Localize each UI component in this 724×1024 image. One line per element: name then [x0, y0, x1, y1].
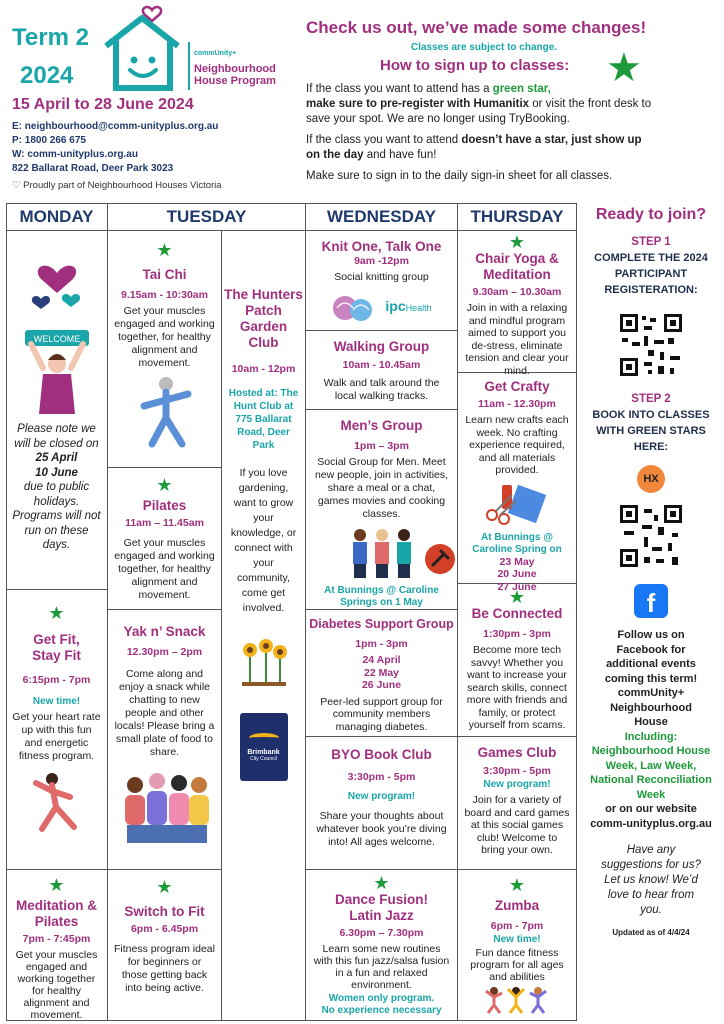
class-time: 9.30am – 10.30am [472, 286, 562, 298]
class-chair-yoga[interactable] [458, 231, 577, 377]
contact-phone[interactable]: P: 1800 266 675 [12, 135, 86, 146]
headline: Check us out, we’ve made some changes! [306, 18, 647, 37]
class-time: 1pm – 3pm [354, 440, 409, 452]
day-monday: MONDAY [6, 203, 108, 231]
class-meditation-pilates[interactable] [6, 870, 108, 1021]
class-badge: New time! [493, 934, 541, 945]
class-desc: Get your heart rate up with this fun and energetic fitness program. [12, 711, 101, 762]
term-dates: 15 April to 28 June 2024 [12, 96, 194, 113]
humanitix-qr-code[interactable] [618, 503, 684, 569]
class-title: Diabetes Support Group [309, 617, 454, 631]
subject-note: Classes are subject to change. [410, 42, 558, 53]
class-title: Tai Chi [142, 267, 187, 282]
class-title: Knit One, Talk One [321, 239, 442, 254]
proud-text: Proudly part of Neighbourhood Houses Victoria [23, 180, 222, 191]
step2-label: STEP 2 [631, 393, 671, 405]
class-dance-fusion[interactable] [306, 870, 458, 1021]
dance-note-2: No experience necessary [321, 1005, 442, 1016]
class-badge: New time! [32, 696, 81, 707]
class-diabetes [306, 610, 458, 737]
class-desc: Become more tech savvy! Whether you want to increase your search skills, connect more with friends and family, or protect yourself from scams. [466, 644, 568, 731]
suggest-text: Have any suggestions for us? Let us know! We’d love to hear from you. [601, 844, 701, 916]
ready-heading: Ready to join? [595, 206, 707, 223]
class-walking-group [306, 331, 458, 410]
class-time: 12.30pm – 2pm [126, 646, 203, 658]
class-time: 6pm - 6.45pm [130, 923, 199, 935]
howto-heading: How to sign up to classes: [380, 57, 570, 74]
class-desc: Come along and enjoy a snack while chatting to new people and other locals! Please bring a small plate of food to share. [114, 668, 215, 758]
class-title: Pilates [142, 498, 187, 513]
class-desc: Fun dance fitness program for all ages and abilities [470, 947, 564, 983]
proud-part [12, 180, 222, 191]
class-desc: Peer-led support group for community members managing diabetes. [320, 695, 443, 733]
green-star-icon: ★ [156, 240, 173, 260]
contact-address: 822 Ballarat Road, Deer Park 3023 [12, 163, 174, 174]
class-switch-to-fit[interactable] [108, 870, 222, 1021]
svg-text:WELCOME: WELCOME [33, 334, 80, 344]
logo-text [194, 50, 304, 87]
hearts-icon [27, 245, 87, 315]
class-desc: Social Group for Men. Meet new people, join in activities, share a meal or a chat, games movies and cooking classes. [314, 456, 449, 520]
class-desc: Get your muscles engaged and working together for healthy alignment and movement. [15, 949, 98, 1021]
class-desc: Learn new crafts each week. No crafting experience required, and all materials provided. [465, 414, 569, 476]
class-games-club [458, 737, 577, 870]
class-location: At Bunnings @ Caroline Springs on 1 May [324, 585, 439, 608]
ipc-logo: ipcHealth [385, 298, 432, 314]
class-desc: Share your thoughts about whatever book you’re diving into! All ages welcome. [316, 810, 447, 848]
class-get-fit[interactable] [6, 590, 108, 870]
contact-web[interactable]: W: comm-unityplus.org.au [12, 149, 138, 160]
green-star-icon: ★ [156, 877, 173, 897]
updated-text: Updated as of 4/4/24 [612, 928, 690, 937]
big-star-icon: ★ [606, 46, 642, 90]
class-time: 1:30pm - 3pm [483, 628, 551, 640]
day-tuesday: TUESDAY [108, 203, 306, 231]
logo-divider [188, 42, 190, 90]
class-title: Zumba [494, 898, 540, 913]
class-time: 6.30pm – 7.30pm [339, 927, 424, 939]
contact-email[interactable]: E: neighbourhood@comm-unityplus.org.au [12, 121, 219, 132]
class-location: At Bunnings @ Caroline Spring on [472, 531, 562, 555]
step1-text: COMPLETE THE 2024 PARTICIPANT REGISTERATION: [594, 252, 708, 296]
green-star-icon: ★ [156, 475, 173, 495]
green-star-icon: ★ [508, 232, 526, 252]
class-byo-book-club [306, 737, 458, 870]
class-garden-club [222, 231, 306, 1021]
green-star-icon: ★ [373, 873, 390, 893]
class-yak-n-snack [108, 610, 222, 870]
class-desc: Get your muscles engaged and working together, for healthy alignment and movement. [114, 537, 215, 601]
class-time: 9am -12pm [354, 255, 409, 267]
house-logo [100, 2, 184, 94]
logo-small: commUnity+ [194, 50, 237, 57]
class-badge: New program! [347, 791, 416, 802]
green-star-icon: ★ [508, 875, 526, 895]
yarn-icon [331, 288, 375, 324]
class-be-connected[interactable] [458, 584, 577, 737]
registration-qr-code[interactable] [618, 312, 684, 378]
class-desc: Social knitting group [334, 271, 429, 283]
hammer-icon [424, 543, 456, 575]
class-title: Get Fit, Stay Fit [32, 632, 81, 663]
class-title: Yak n’ Snack [123, 624, 206, 639]
class-time: 3:30pm - 5pm [483, 765, 551, 777]
day-thursday: THURSDAY [458, 203, 577, 231]
class-time: 1pm - 3pm [355, 638, 408, 650]
friends-figure [117, 769, 213, 849]
class-title: The Hunters Patch Garden Club [224, 287, 303, 350]
humanitix-logo: HX [637, 465, 665, 493]
knit-logos [306, 288, 457, 324]
step2-text: BOOK INTO CLASSES WITH GREEN STARS HERE: [592, 409, 710, 453]
class-time: 6:15pm - 7pm [22, 674, 91, 686]
intro-text [306, 82, 656, 184]
class-desc: Join for a variety of board and card games at this social games club! Welcome to bring your own. [464, 794, 570, 856]
class-get-crafty [458, 373, 577, 593]
class-pilates[interactable] [108, 468, 222, 610]
class-badge: New program! [483, 779, 551, 790]
intro-p2: If the class you want to attend doesn’t have a star, just show up on the day and have fun! [306, 134, 642, 161]
class-time: 7pm - 7:45pm [22, 933, 91, 945]
class-knit-one [306, 231, 458, 331]
class-desc: Join in with a relaxing and mindful program aimed to support you de-stress, eliminate tension and clear your mind. [465, 302, 569, 377]
class-title: Be Connected [471, 606, 563, 621]
class-title: Dance Fusion! Latin Jazz [334, 892, 428, 923]
class-title: Get Crafty [484, 379, 550, 394]
brimbank-sub: City Council [250, 756, 277, 762]
brimbank-name: Brimbank [247, 749, 280, 756]
class-title: Chair Yoga & Meditation [475, 251, 559, 282]
dancers-figure [482, 985, 552, 1015]
class-title: Games Club [477, 745, 557, 760]
class-time: 10am - 12pm [231, 363, 296, 375]
term-year: 2024 [20, 62, 74, 89]
class-tai-chi[interactable] [108, 231, 222, 468]
class-desc: Learn some new routines with this fun jazz/salsa fusion in a fun and relaxed environment. [313, 943, 450, 991]
green-star-icon: ★ [508, 587, 526, 607]
class-time: 11am - 12.30pm [478, 398, 556, 410]
stretching-figure [22, 769, 92, 839]
class-mens-group [306, 410, 458, 610]
term-label: Term 2 [12, 24, 89, 51]
dance-note-1: Women only program. [328, 993, 435, 1004]
facebook-icon[interactable]: f [634, 584, 668, 618]
monday-closure [6, 231, 108, 590]
intro-p1: If the class you want to attend has a green star, make sure to pre-register with Humanitix or visit the front desk to save your spot. We are no longer using TryBooking. [306, 83, 652, 125]
sidebar [582, 206, 720, 937]
class-title: Switch to Fit [124, 904, 205, 919]
intro-p3: Make sure to sign in to the daily sign-in sheet for all classes. [306, 170, 613, 182]
heart-house-icon: ♡ [12, 180, 21, 191]
green-star-icon: ★ [48, 875, 65, 895]
green-star-icon: ★ [48, 603, 65, 623]
class-time: 6pm - 7pm [490, 920, 544, 932]
class-time: 11am – 11.45am [125, 517, 204, 529]
class-time: 3:30pm - 5pm [347, 771, 416, 783]
step1-label: STEP 1 [631, 236, 671, 248]
crafty-dates: 23 May 20 June 27 June [497, 555, 537, 593]
mens-figures [306, 525, 457, 579]
website-text[interactable]: or on our website comm-unityplus.org.au [590, 803, 712, 830]
class-title: Walking Group [333, 339, 430, 354]
class-time: 9.15am - 10:30am [121, 289, 208, 301]
tai-chi-figure [130, 374, 200, 454]
class-desc: Get your muscles engaged and working together, for healthy alignment and movement. [114, 305, 215, 369]
craft-supplies-icon [482, 481, 552, 525]
garden-location: Hosted at: The Hunt Club at 775 Ballarat Road, Deer Park [228, 388, 299, 451]
sunflowers-figure [236, 638, 292, 688]
day-wednesday: WEDNESDAY [306, 203, 458, 231]
welcome-figure [17, 324, 97, 416]
class-desc: If you love gardening, want to grow your knowledge, or connect with your community, come get involved. [230, 467, 297, 614]
contact-info [12, 120, 218, 176]
class-title: BYO Book Club [331, 747, 432, 762]
class-title: Men’s Group [340, 418, 423, 433]
logo-line1: Neighbourhood [194, 63, 276, 75]
class-desc: Fitness program ideal for beginners or those getting back into being active. [114, 943, 215, 994]
class-desc: Walk and talk around the local walking tracks. [323, 377, 440, 402]
brimbank-logo [240, 713, 288, 781]
logo-line2: House Program [194, 75, 276, 87]
diabetes-dates: 24 April 22 May 26 June [361, 654, 402, 691]
term-title [12, 24, 112, 90]
closure-note: Please note we will be closed on 25 April 10 June due to public holidays. Programs will not run on these days. [12, 423, 101, 551]
follow-text: Follow us on Facebook for additional events coming this term! commUnity+ Neighbourhood House [604, 629, 698, 728]
class-time: 10am - 10.45am [342, 359, 421, 371]
class-zumba[interactable] [458, 870, 577, 1021]
class-title: Meditation & Pilates [16, 898, 97, 929]
including-text: Including: Neighbourhood House Week, Law Week, National Reconciliation Week [590, 730, 712, 801]
